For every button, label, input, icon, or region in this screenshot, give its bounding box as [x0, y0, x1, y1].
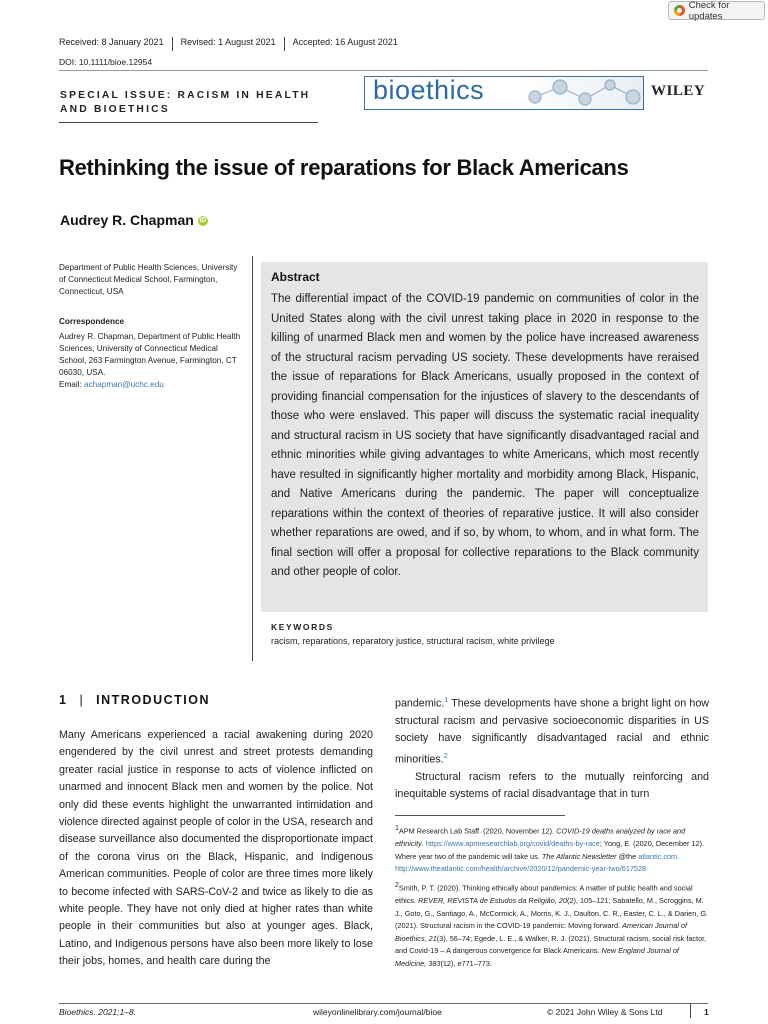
doi[interactable]: DOI: 10.1111/bioe.12954	[59, 57, 153, 67]
revised-date: Revised: 1 August 2021	[173, 37, 285, 51]
footnote-journal: The Atlantic Newsletter	[541, 851, 617, 861]
affiliation: Department of Public Health Sciences, University of Connecticut Medical School, Farmington, Connecticut, USA	[59, 263, 238, 296]
footnote-divider	[395, 815, 565, 816]
abstract-text: The differential impact of the COVID-19 pandemic on communities of color in the United States along with the civil unrest taking place in 2020 in response to the killing of unarmed Black men and women by the police have increased awareness of the structural racism pervading US society. These developments have reraised the issue of reparations for Black Americans, usually proposed in the context of providing financial compensation for the injustices of slavery to the descendants of those who were enslaved. This paper will discuss the systematic racial inequality and structural racism in US society that have significantly disadvantaged racial and ethnic minorities while giving advantages to white Americans, which most recently have resulted in significantly higher mortality and morbidity among Black, Hispanic, and Native Americans during the pandemic. The paper will conceptualize reparations within the context of theories of reparative justice. It will also consider whether reparations are owed, and if so, by whom, to whom, and in what form. The final section will offer a proposal for collective reparations to the Black community and other people of color.	[271, 293, 699, 578]
correspondence-heading: Correspondence	[59, 317, 125, 326]
special-issue-divider	[59, 122, 318, 123]
author-name[interactable]: Audrey R. Chapman	[60, 212, 194, 228]
footnote-text: (12), e771–773.	[440, 958, 492, 968]
article-title: Rethinking the issue of reparations for Black Americans	[59, 155, 629, 180]
footnote-number: 1	[395, 825, 399, 832]
email-link[interactable]: achapman@uchc.edu	[84, 380, 164, 389]
journal-name: bioethics	[373, 76, 485, 105]
email-label: Email:	[59, 380, 85, 389]
footer-separator	[690, 1004, 691, 1018]
author	[60, 212, 208, 228]
intro-paragraph-left: Many Americans experienced a racial awakening during 2020 engendered by the civil unrest and street protests demanding greater racial justice in response to acts of violence inflicted on unarmed and innocent Black men and women by the police. Not only did these events highlight the unwarranted intimidation and violence directed against people of color in the USA, research and disease surveillance also documented the disproportionate impact of the corona virus on the Black, Hispanic, and Indigenous American communities. People of color are three times more likely to become infected with SARS-CoV-2 and twice as likely to die as white people. They have not only died at higher rates than white people in their communities but also at younger ages. Black, Latino, and Indigenous persons have also been more likely to lose their jobs, homes, and health care during the	[59, 729, 373, 968]
page-number: 1	[704, 1007, 709, 1017]
keywords-heading: KEYWORDS	[271, 622, 334, 632]
section-heading	[59, 693, 210, 707]
accepted-date: Accepted: 16 August 2021	[292, 37, 398, 47]
footnote-text: @the	[616, 851, 639, 861]
publisher-logo: WILEY	[651, 83, 706, 99]
footer-citation: Bioethics. 2021;1–8.	[59, 1007, 137, 1017]
footnote-text: Smith, P. T. (2020). Thinking ethically about pandemics: A matter of public health and social ethics.	[395, 883, 693, 906]
footnote-2	[395, 880, 709, 971]
header-divider	[59, 70, 708, 71]
abstract-heading: Abstract	[271, 270, 320, 284]
sidebar-divider	[252, 256, 253, 661]
footer-copyright: © 2021 John Wiley & Sons Ltd	[547, 1007, 663, 1017]
correspondence-text: Audrey R. Chapman, Department of Public Health Sciences, University of Connecticut Medical School, 263 Farmington Avenue, Farmington, CT 06030, USA.	[59, 332, 241, 377]
journal-banner	[364, 76, 644, 110]
intro-paragraph-2: Structural racism refers to the mutually reinforcing and inequitable systems of racial disadvantage that in turn	[395, 770, 709, 801]
section-separator: |	[79, 693, 85, 707]
footnote-text: (2), 105–121; Sabatello, M., Scroggins, M. J., Goto, G., Santiago, A., McCormick, A., Morris, K. J., Daulton, C. R., Easter, C. L., & Darien, G. (2021). Structural racism in the COVID-19 pandemic: Moving forward.	[395, 896, 709, 931]
footnote-text: APM Research Lab Staff. (2020, November 12).	[398, 826, 557, 836]
footnote-title: COVID-19 deaths analyzed by race and ethnicity	[395, 826, 686, 849]
received-date: Received: 8 January 2021	[59, 37, 173, 51]
orcid-icon[interactable]: iD	[199, 217, 207, 225]
paragraph-text: These developments have shone a bright light on how structural racism and pervasive socioeconomic disparities in US society have significantly disadvantaged racial and ethnic minorities.	[395, 697, 709, 766]
footer-divider	[59, 1003, 708, 1004]
correspondence-block	[59, 331, 244, 391]
intro-column-right	[395, 692, 709, 804]
check-for-updates-label: Check for updates	[688, 0, 730, 22]
footnote-text: .	[421, 839, 426, 849]
intro-paragraph-continued	[395, 692, 709, 769]
special-issue-label: SPECIAL ISSUE: RACISM IN HEALTH AND BIOETHICS	[60, 90, 311, 115]
footnote-ref-1[interactable]: 1	[444, 697, 449, 704]
paragraph-text: pandemic.	[395, 697, 445, 710]
footnote-link[interactable]: https://www.apmresearchlab.org/covid/deaths-by-race	[425, 839, 600, 849]
molecule-graphic	[515, 77, 644, 110]
footnote-journal: New England Journal of Medicine, 383	[395, 946, 679, 968]
crossmark-icon	[674, 5, 685, 16]
article-dates	[59, 37, 406, 53]
section-title: INTRODUCTION	[96, 693, 210, 707]
footnote-journal: REVER, REVISTA de Estudos da Religião, 20	[418, 896, 567, 906]
footer-url[interactable]: wileyonlinelibrary.com/journal/bioe	[313, 1007, 442, 1017]
footnote-link[interactable]: atlantic.com. http://www.theatlantic.com/health/archive/2020/12/pandemic-year-two/617528	[395, 851, 680, 874]
keywords-list: racism, reparations, reparatory justice, structural racism, white privilege	[271, 636, 555, 646]
check-for-updates-button[interactable]	[668, 1, 765, 20]
footnote-ref-2[interactable]: 2	[443, 752, 448, 760]
footnote-text: (3), 56–74; Egede, L. E., & Walker, R. J. (2021). Structural racism, social risk factor, and Covid-19 – A dangerous convergence for Black Americans.	[395, 933, 707, 956]
section-number: 1	[59, 693, 68, 707]
footnote-number: 2	[395, 882, 399, 889]
footnote-1	[395, 823, 709, 876]
footnote-journal: American Journal of Bioethics, 21	[395, 921, 688, 943]
footnote-text: ; Yong, E. (2020, December 12). Where year two of the pandemic will take us.	[395, 839, 705, 861]
